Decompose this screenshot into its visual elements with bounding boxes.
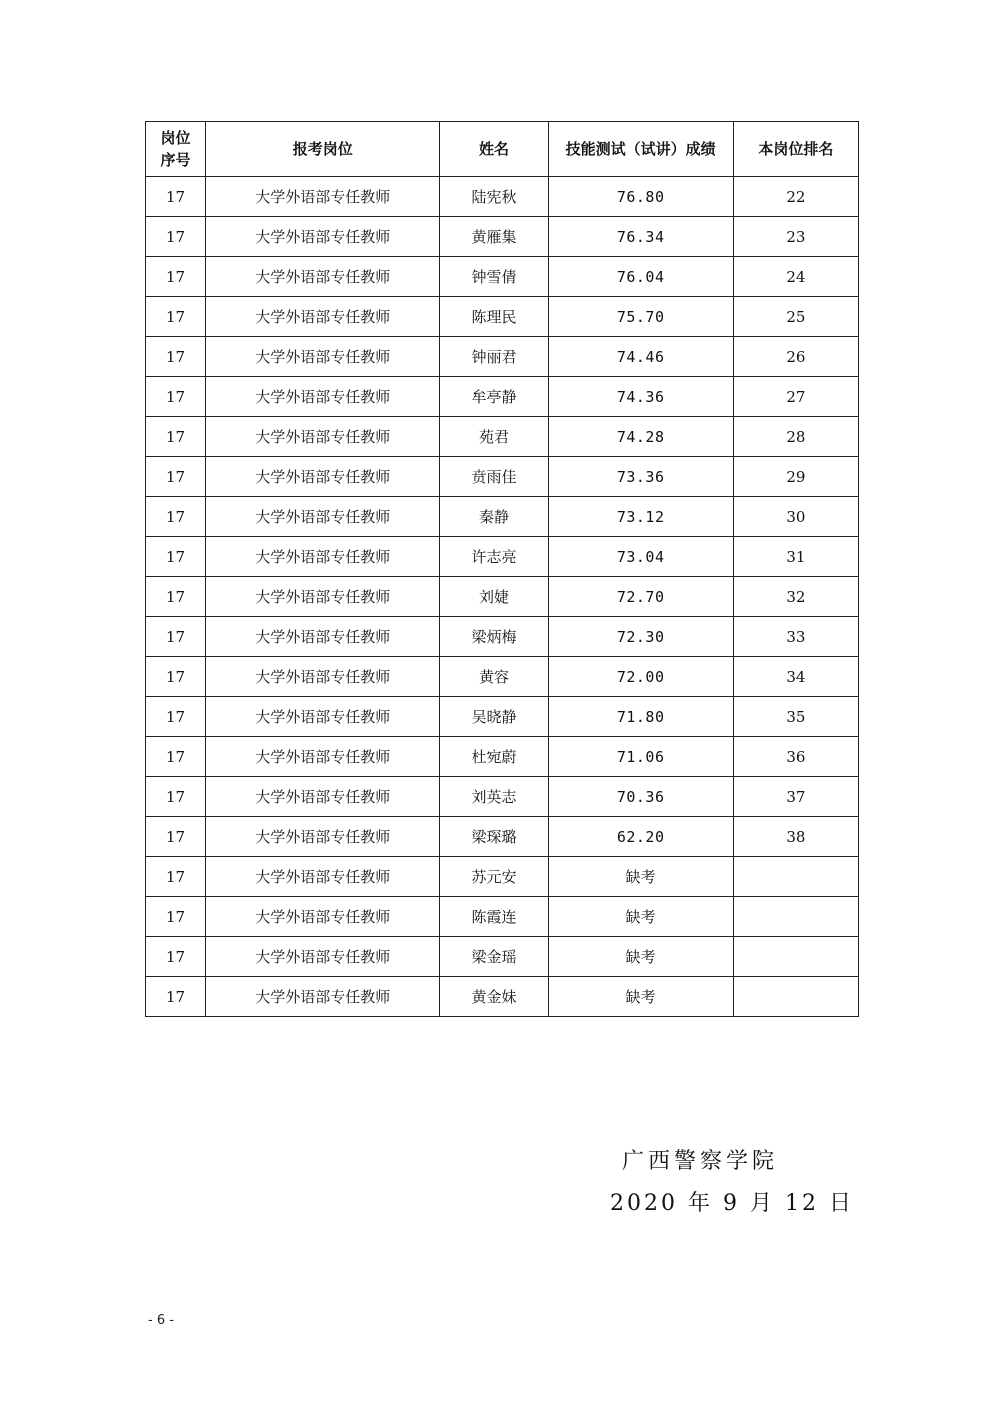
cell-name: 黄金妹 [440, 977, 548, 1017]
cell-seq: 17 [146, 497, 206, 537]
header-rank: 本岗位排名 [733, 122, 858, 177]
cell-rank: 24 [733, 257, 858, 297]
cell-rank: 31 [733, 537, 858, 577]
table-row [146, 297, 859, 337]
cell-score: 缺考 [548, 937, 733, 977]
cell-seq: 17 [146, 377, 206, 417]
cell-score: 71.80 [548, 697, 733, 737]
cell-seq: 17 [146, 897, 206, 937]
page-number: - 6 - [148, 1313, 174, 1328]
table-row [146, 777, 859, 817]
cell-post: 大学外语部专任教师 [206, 777, 440, 817]
cell-name: 刘英志 [440, 777, 548, 817]
cell-post: 大学外语部专任教师 [206, 897, 440, 937]
table-row [146, 817, 859, 857]
cell-rank [733, 897, 858, 937]
cell-rank [733, 977, 858, 1017]
table-row [146, 737, 859, 777]
cell-post: 大学外语部专任教师 [206, 217, 440, 257]
cell-score: 74.46 [548, 337, 733, 377]
table-row [146, 177, 859, 217]
cell-name: 梁金瑶 [440, 937, 548, 977]
table-row [146, 337, 859, 377]
cell-rank: 25 [733, 297, 858, 337]
cell-rank: 28 [733, 417, 858, 457]
cell-score: 76.04 [548, 257, 733, 297]
cell-score: 73.04 [548, 537, 733, 577]
cell-post: 大学外语部专任教师 [206, 857, 440, 897]
cell-seq: 17 [146, 737, 206, 777]
cell-rank [733, 857, 858, 897]
table-row [146, 657, 859, 697]
cell-rank: 32 [733, 577, 858, 617]
cell-seq: 17 [146, 297, 206, 337]
cell-seq: 17 [146, 977, 206, 1017]
cell-seq: 17 [146, 657, 206, 697]
cell-post: 大学外语部专任教师 [206, 297, 440, 337]
cell-seq: 17 [146, 857, 206, 897]
cell-rank: 33 [733, 617, 858, 657]
cell-score: 70.36 [548, 777, 733, 817]
cell-name: 梁炳梅 [440, 617, 548, 657]
cell-post: 大学外语部专任教师 [206, 337, 440, 377]
table-row [146, 857, 859, 897]
cell-name: 牟亭静 [440, 377, 548, 417]
cell-post: 大学外语部专任教师 [206, 577, 440, 617]
cell-name: 吴晓静 [440, 697, 548, 737]
cell-rank: 30 [733, 497, 858, 537]
table-row [146, 217, 859, 257]
table-row [146, 617, 859, 657]
cell-post: 大学外语部专任教师 [206, 417, 440, 457]
table-header-row [146, 122, 859, 177]
cell-rank: 29 [733, 457, 858, 497]
cell-name: 陆宪秋 [440, 177, 548, 217]
table-body [146, 177, 859, 1017]
cell-name: 杜宛蔚 [440, 737, 548, 777]
signature-organization: 广西警察学院 [622, 1149, 779, 1174]
cell-seq: 17 [146, 817, 206, 857]
cell-rank: 22 [733, 177, 858, 217]
header-name: 姓名 [440, 122, 548, 177]
table-row [146, 457, 859, 497]
cell-seq: 17 [146, 257, 206, 297]
cell-post: 大学外语部专任教师 [206, 537, 440, 577]
cell-score: 缺考 [548, 897, 733, 937]
cell-seq: 17 [146, 697, 206, 737]
cell-post: 大学外语部专任教师 [206, 177, 440, 217]
header-seq: 岗位序号 [146, 122, 206, 177]
cell-score: 76.80 [548, 177, 733, 217]
header-score: 技能测试（试讲）成绩 [548, 122, 733, 177]
cell-seq: 17 [146, 777, 206, 817]
cell-score: 76.34 [548, 217, 733, 257]
cell-score: 74.28 [548, 417, 733, 457]
cell-post: 大学外语部专任教师 [206, 817, 440, 857]
table-row [146, 577, 859, 617]
cell-post: 大学外语部专任教师 [206, 377, 440, 417]
cell-score: 71.06 [548, 737, 733, 777]
cell-seq: 17 [146, 617, 206, 657]
cell-post: 大学外语部专任教师 [206, 737, 440, 777]
cell-rank: 23 [733, 217, 858, 257]
cell-score: 73.36 [548, 457, 733, 497]
cell-name: 苏元安 [440, 857, 548, 897]
table-row [146, 697, 859, 737]
table-row [146, 497, 859, 537]
cell-seq: 17 [146, 217, 206, 257]
table-row [146, 257, 859, 297]
cell-name: 钟雪倩 [440, 257, 548, 297]
cell-score: 73.12 [548, 497, 733, 537]
cell-rank: 27 [733, 377, 858, 417]
cell-seq: 17 [146, 457, 206, 497]
cell-rank: 34 [733, 657, 858, 697]
cell-seq: 17 [146, 537, 206, 577]
cell-score: 62.20 [548, 817, 733, 857]
cell-name: 梁琛璐 [440, 817, 548, 857]
cell-seq: 17 [146, 337, 206, 377]
cell-score: 72.00 [548, 657, 733, 697]
cell-seq: 17 [146, 417, 206, 457]
cell-post: 大学外语部专任教师 [206, 977, 440, 1017]
cell-post: 大学外语部专任教师 [206, 617, 440, 657]
cell-score: 75.70 [548, 297, 733, 337]
cell-name: 黄雁集 [440, 217, 548, 257]
exam-results-table [145, 121, 859, 1017]
cell-post: 大学外语部专任教师 [206, 257, 440, 297]
cell-rank: 36 [733, 737, 858, 777]
header-post: 报考岗位 [206, 122, 440, 177]
table-row [146, 897, 859, 937]
table-row [146, 977, 859, 1017]
cell-score: 72.30 [548, 617, 733, 657]
cell-score: 74.36 [548, 377, 733, 417]
table-row [146, 537, 859, 577]
table-row [146, 417, 859, 457]
cell-name: 陈理民 [440, 297, 548, 337]
cell-rank: 38 [733, 817, 858, 857]
cell-seq: 17 [146, 937, 206, 977]
cell-seq: 17 [146, 577, 206, 617]
cell-post: 大学外语部专任教师 [206, 657, 440, 697]
cell-name: 许志亮 [440, 537, 548, 577]
cell-name: 刘婕 [440, 577, 548, 617]
table-row [146, 937, 859, 977]
cell-post: 大学外语部专任教师 [206, 497, 440, 537]
cell-post: 大学外语部专任教师 [206, 697, 440, 737]
cell-name: 苑君 [440, 417, 548, 457]
cell-score: 缺考 [548, 977, 733, 1017]
cell-name: 贲雨佳 [440, 457, 548, 497]
cell-rank: 37 [733, 777, 858, 817]
cell-score: 72.70 [548, 577, 733, 617]
cell-score: 缺考 [548, 857, 733, 897]
table-row [146, 377, 859, 417]
cell-rank: 35 [733, 697, 858, 737]
cell-name: 黄容 [440, 657, 548, 697]
cell-name: 秦静 [440, 497, 548, 537]
cell-name: 钟丽君 [440, 337, 548, 377]
signature-date: 2020 年 9 月 12 日 [610, 1191, 854, 1216]
cell-seq: 17 [146, 177, 206, 217]
cell-name: 陈霞连 [440, 897, 548, 937]
cell-post: 大学外语部专任教师 [206, 457, 440, 497]
cell-post: 大学外语部专任教师 [206, 937, 440, 977]
cell-rank [733, 937, 858, 977]
cell-rank: 26 [733, 337, 858, 377]
